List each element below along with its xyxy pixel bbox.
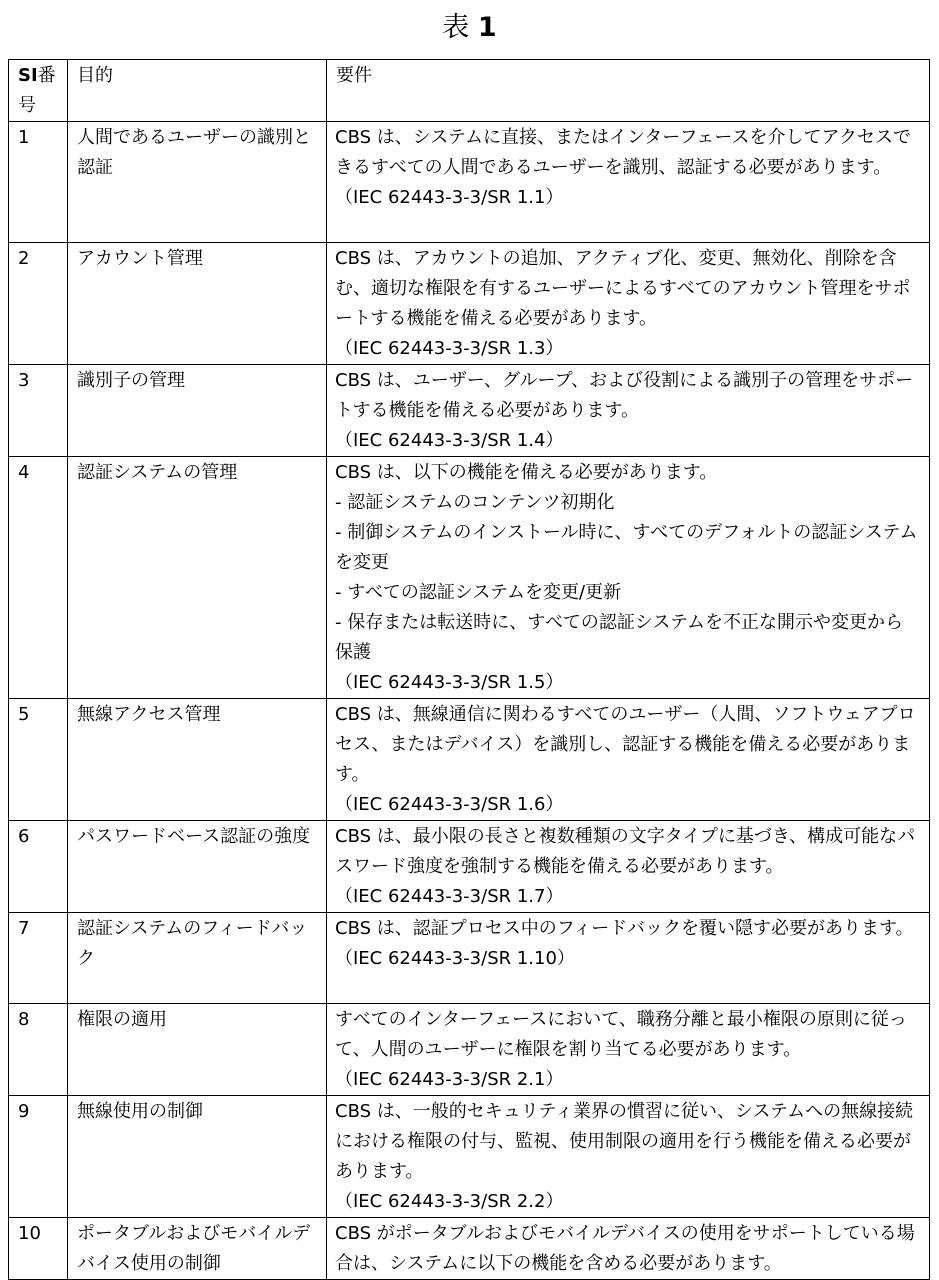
header-si-number: SI番号	[9, 60, 68, 122]
table-row	[9, 1096, 930, 1218]
header-si-number-label: 番号	[18, 65, 56, 116]
requirement-reference: （IEC 62443-3-3/SR 2.2）	[335, 1191, 564, 1212]
requirement-text: - 認証システムのコンテンツ初期化	[335, 492, 615, 513]
table-row	[9, 1218, 930, 1280]
row-purpose: 無線使用の制御	[68, 1096, 327, 1218]
requirement-reference: （IEC 62443-3-3/SR 1.4）	[335, 430, 564, 451]
table-title-number: 1	[477, 12, 497, 43]
requirement-reference: （IEC 62443-3-3/SR 2.1）	[335, 1069, 564, 1090]
requirement-reference: （IEC 62443-3-3/SR 1.7）	[335, 886, 564, 907]
requirement-text: CBS は、システムに直接、またはインターフェースを介してアクセスできるすべての人間であるユーザーを識別、認証する必要があります。	[335, 127, 911, 178]
row-si-number: 2	[9, 243, 68, 365]
row-si-number: 5	[9, 699, 68, 821]
requirement-text: CBS は、無線通信に関わるすべてのユーザー（人間、ソフトウェアプロセス、またはデバイス）を識別し、認証する機能を備える必要があります。	[335, 704, 916, 785]
requirement-text: CBS は、ユーザー、グループ、および役割による識別子の管理をサポートする機能を備える必要があります。	[335, 370, 914, 421]
row-purpose: パスワードベース認証の強度	[68, 821, 327, 913]
table-row	[9, 365, 930, 457]
requirement-reference: （IEC 62443-3-3/SR 1.5）	[335, 672, 564, 693]
requirement-text: CBS は、最小限の長さと複数種類の文字タイプに基づき、構成可能なパスワード強度を強制する機能を備える必要があります。	[335, 826, 916, 877]
row-requirement	[327, 457, 930, 699]
row-requirement	[327, 243, 930, 365]
row-requirement	[327, 365, 930, 457]
row-purpose: アカウント管理	[68, 243, 327, 365]
row-requirement	[327, 1218, 930, 1280]
header-purpose: 目的	[68, 60, 327, 122]
requirement-text: CBS は、以下の機能を備える必要があります。	[335, 462, 718, 483]
row-si-number: 8	[9, 1004, 68, 1096]
row-requirement	[327, 699, 930, 821]
row-requirement	[327, 122, 930, 243]
requirement-text: - 保存または転送時に、すべての認証システムを不正な開示や変更から保護	[335, 612, 904, 663]
row-si-number: 9	[9, 1096, 68, 1218]
row-si-number: 4	[9, 457, 68, 699]
row-purpose: 識別子の管理	[68, 365, 327, 457]
table-row	[9, 699, 930, 821]
table-title	[0, 8, 939, 48]
row-purpose: 認証システムの管理	[68, 457, 327, 699]
row-purpose: 人間であるユーザーの識別と認証	[68, 122, 327, 243]
table-row	[9, 913, 930, 1004]
row-requirement	[327, 1096, 930, 1218]
table-header-row	[9, 60, 930, 122]
table-row	[9, 821, 930, 913]
row-si-number: 1	[9, 122, 68, 243]
table-row	[9, 1004, 930, 1096]
row-si-number: 7	[9, 913, 68, 1004]
requirement-text: CBS は、一般的セキュリティ業界の慣習に従い、システムへの無線接続における権限の付与、監視、使用制限の適用を行う機能を備える必要があります。	[335, 1101, 914, 1182]
table-row	[9, 457, 930, 699]
requirement-text: CBS は、認証プロセス中のフィードバックを覆い隠す必要があります。	[335, 918, 914, 939]
row-si-number: 10	[9, 1218, 68, 1280]
requirement-text: - 制御システムのインストール時に、すべてのデフォルトの認証システムを変更	[335, 522, 918, 573]
row-si-number: 3	[9, 365, 68, 457]
row-purpose: 無線アクセス管理	[68, 699, 327, 821]
table-body	[9, 122, 930, 1280]
requirement-text: すべてのインターフェースにおいて、職務分離と最小権限の原則に従って、人間のユーザーに権限を割り当てる必要があります。	[335, 1009, 907, 1060]
row-purpose: 認証システムのフィードバック	[68, 913, 327, 1004]
requirement-text: - すべての認証システムを変更/更新	[335, 582, 622, 603]
row-purpose: ポータブルおよびモバイルデバイス使用の制御	[68, 1218, 327, 1280]
requirements-table	[8, 59, 930, 1280]
row-purpose: 権限の適用	[68, 1004, 327, 1096]
table-title-prefix: 表	[442, 12, 470, 43]
header-requirement: 要件	[327, 60, 930, 122]
requirement-reference: （IEC 62443-3-3/SR 1.1）	[335, 187, 564, 208]
requirement-text: CBS がポータブルおよびモバイルデバイスの使用をサポートしている場合は、システムに以下の機能を含める必要があります。	[335, 1223, 915, 1274]
row-si-number: 6	[9, 821, 68, 913]
requirement-text: CBS は、アカウントの追加、アクティブ化、変更、無効化、削除を含む、適切な権限を有するユーザーによるすべてのアカウント管理をサポートする機能を備える必要があります。	[335, 248, 911, 329]
requirement-reference: （IEC 62443-3-3/SR 1.10）	[335, 948, 575, 969]
requirement-reference: （IEC 62443-3-3/SR 1.6）	[335, 794, 564, 815]
row-requirement	[327, 1004, 930, 1096]
table-row	[9, 122, 930, 243]
row-requirement	[327, 821, 930, 913]
row-requirement	[327, 913, 930, 1004]
table-row	[9, 243, 930, 365]
requirement-reference: （IEC 62443-3-3/SR 1.3）	[335, 338, 564, 359]
